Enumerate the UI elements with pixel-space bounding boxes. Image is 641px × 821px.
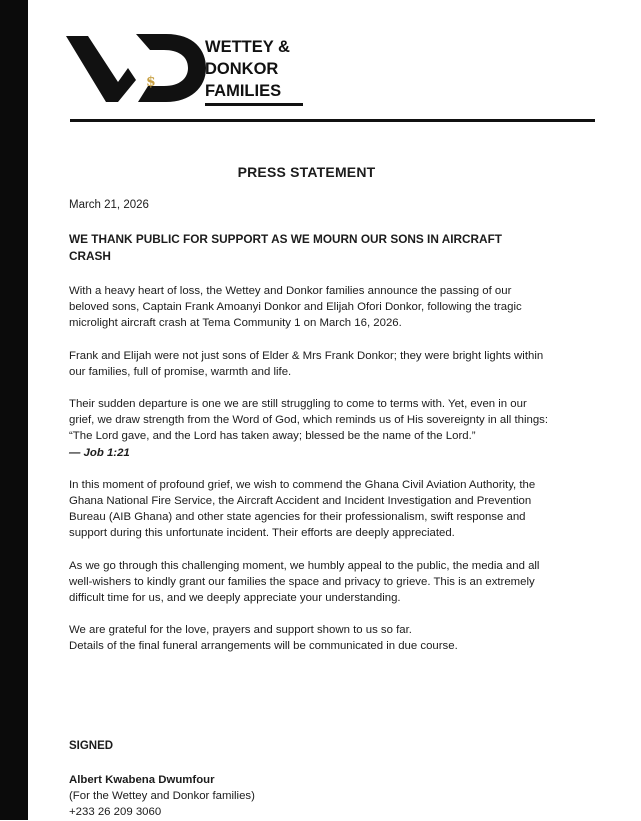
- signer-name: Albert Kwabena Dwumfour: [69, 774, 215, 786]
- paragraph-5: As we go through this challenging moment, we humbly appeal to the public, the media and all well-wishers to kindly grant our families the space and privacy to grieve. This is an extremely difficult time for us, and we deeply appreciate your understanding.: [69, 559, 540, 605]
- logo-wordmark: [205, 36, 290, 102]
- paragraph-6-line-2: Details of the final funeral arrangements will be communicated in due course.: [69, 640, 458, 653]
- paragraph-3: [69, 396, 554, 461]
- scripture-quote: “The Lord gave, and the Lord has taken away; blessed be the name of the Lord.”: [69, 430, 476, 443]
- signer-role: (For the Wettey and Donkor families): [69, 790, 255, 803]
- statement-body: [69, 283, 554, 671]
- header-divider: [70, 119, 595, 122]
- left-edge-bar: [0, 0, 28, 820]
- logo-line-1: WETTEY &: [205, 38, 290, 56]
- logo-line-2: DONKOR: [205, 60, 279, 78]
- document-title: PRESS STATEMENT: [237, 164, 376, 180]
- paragraph-6-line-1: We are grateful for the love, prayers and support shown to us so far.: [69, 624, 412, 637]
- paragraph-3-text: Their sudden departure is one we are still struggling to come to terms with. Yet, even in our grief, we draw strength from the Word of God, which reminds us of His sovereignty in all things:: [69, 398, 549, 427]
- family-logo-icon: [66, 30, 206, 102]
- signed-label: SIGNED: [69, 740, 114, 752]
- signer-block: [69, 772, 255, 821]
- logo-underline: [205, 103, 303, 106]
- scripture-reference: — Job 1:21: [69, 446, 130, 459]
- logo-line-3: FAMILIES: [205, 82, 282, 100]
- paragraph-4: In this moment of profound grief, we wish to commend the Ghana Civil Aviation Authority, the Ghana National Fire Service, the Aircraft Accident and Incident Investigation and Prevention Bureau (AIB Ghana) and other state agencies for their professionalism, swift response and support during this unfortunate incident. Their efforts are deeply appreciated.: [69, 478, 536, 540]
- svg-text:$: $: [146, 74, 156, 90]
- paragraph-2: Frank and Elijah were not just sons of Elder & Mrs Frank Donkor; they were bright lights within our families, full of promise, warmth and life.: [69, 349, 544, 378]
- paragraph-6: [69, 622, 554, 654]
- statement-date: March 21, 2026: [69, 199, 149, 211]
- paragraph-1: With a heavy heart of loss, the Wettey and Donkor families announce the passing of our beloved sons, Captain Frank Amoanyi Donkor and Elijah Ofori Donkor, following the tragic microlight aircraft crash at Tema Community 1 on March 16, 2026.: [69, 285, 522, 330]
- statement-headline: WE THANK PUBLIC FOR SUPPORT AS WE MOURN OUR SONS IN AIRCRAFT CRASH: [69, 232, 502, 263]
- signer-phone: +233 26 209 3060: [69, 806, 162, 819]
